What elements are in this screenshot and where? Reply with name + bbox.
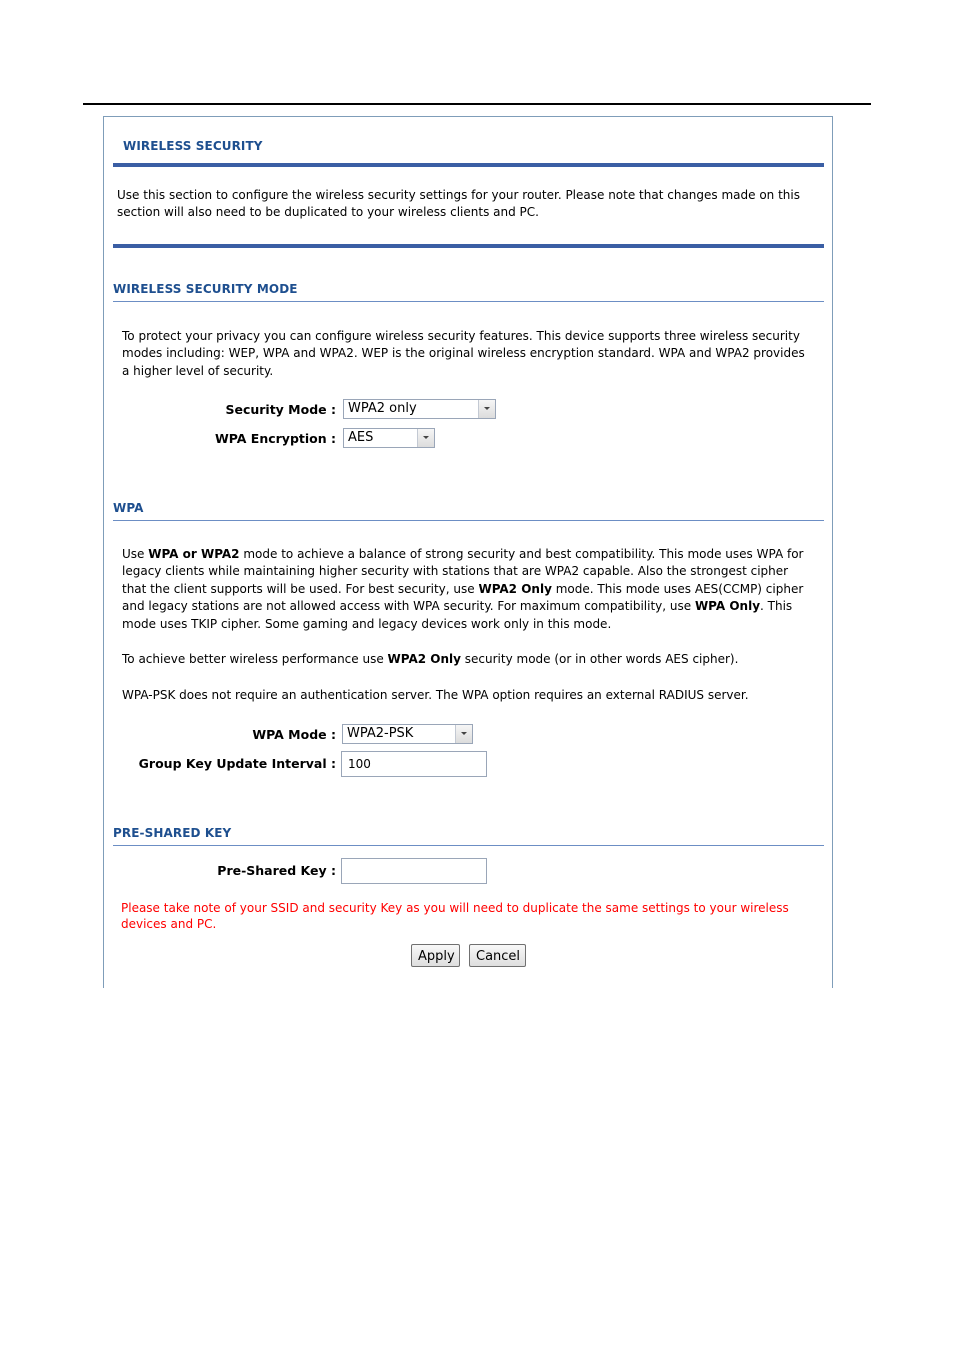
- wpa-divider: [113, 520, 824, 521]
- wpa-description: Use WPA or WPA2 mode to achieve a balance of strong security and best compatibility. This mode uses WPA for legacy clients while maintaining higher security with stations that are WPA2 capable. Also the strongest cipher that the client supports will be used. For best security, use WPA2 Only mode. This mode uses AES(CCMP) cipher and legacy stations are not allowed access with WPA security. For maximum compatibility, use WPA Only. This mode uses TKIP cipher. Some gaming and legacy devices work only in this mode.: [122, 547, 804, 631]
- group-key-interval-label: Group Key Update Interval :: [138, 756, 336, 771]
- title-divider: [113, 163, 824, 167]
- psk-divider: [113, 845, 824, 846]
- cancel-button[interactable]: Cancel: [469, 944, 526, 967]
- security-mode-value: WPA2 only: [348, 401, 417, 416]
- page-top-rule: [83, 103, 871, 105]
- wpa-mode-select[interactable]: [342, 724, 473, 744]
- wireless-security-title: WIRELESS SECURITY: [123, 139, 263, 153]
- wpa-mode-label: WPA Mode :: [252, 727, 336, 742]
- security-mode-divider: [113, 301, 824, 302]
- wpa-encryption-value: AES: [348, 430, 374, 445]
- security-mode-section-title: WIRELESS SECURITY MODE: [113, 282, 298, 296]
- chevron-down-icon[interactable]: [417, 429, 434, 447]
- chevron-down-icon[interactable]: [478, 400, 495, 418]
- chevron-down-icon[interactable]: [455, 725, 472, 743]
- psk-label: Pre-Shared Key :: [217, 863, 336, 878]
- psk-section-title: PRE-SHARED KEY: [113, 826, 232, 840]
- security-mode-description: To protect your privacy you can configure wireless security features. This device supports three wireless security modes including: WEP, WPA and WPA2. WEP is the original wireless encryption standard. WPA and WPA2 provides a higher level of security.: [122, 329, 805, 378]
- psk-warning: Please take note of your SSID and security Key as you will need to duplicate the same settings to your wireless devices and PC.: [121, 901, 789, 931]
- wpa-psk-note: WPA-PSK does not require an authentication server. The WPA option requires an external RADIUS server.: [122, 688, 749, 702]
- intro-divider: [113, 244, 824, 248]
- apply-button[interactable]: Apply: [411, 944, 460, 967]
- group-key-interval-input[interactable]: 100: [341, 751, 487, 777]
- wpa-encryption-label: WPA Encryption :: [214, 431, 336, 446]
- security-mode-select[interactable]: [343, 399, 496, 419]
- wpa-mode-value: WPA2-PSK: [347, 726, 414, 741]
- wpa-section-title: WPA: [113, 501, 144, 515]
- security-mode-label: Security Mode :: [225, 402, 336, 417]
- wpa-performance-note: To achieve better wireless performance use WPA2 Only security mode (or in other words AES cipher).: [122, 652, 739, 666]
- wpa-encryption-select[interactable]: [343, 428, 435, 448]
- psk-input[interactable]: [341, 858, 487, 884]
- wireless-security-description: Use this section to configure the wireless security settings for your router. Please note that changes made on this section will also need to be duplicated to your wireless clients and PC.: [117, 188, 800, 220]
